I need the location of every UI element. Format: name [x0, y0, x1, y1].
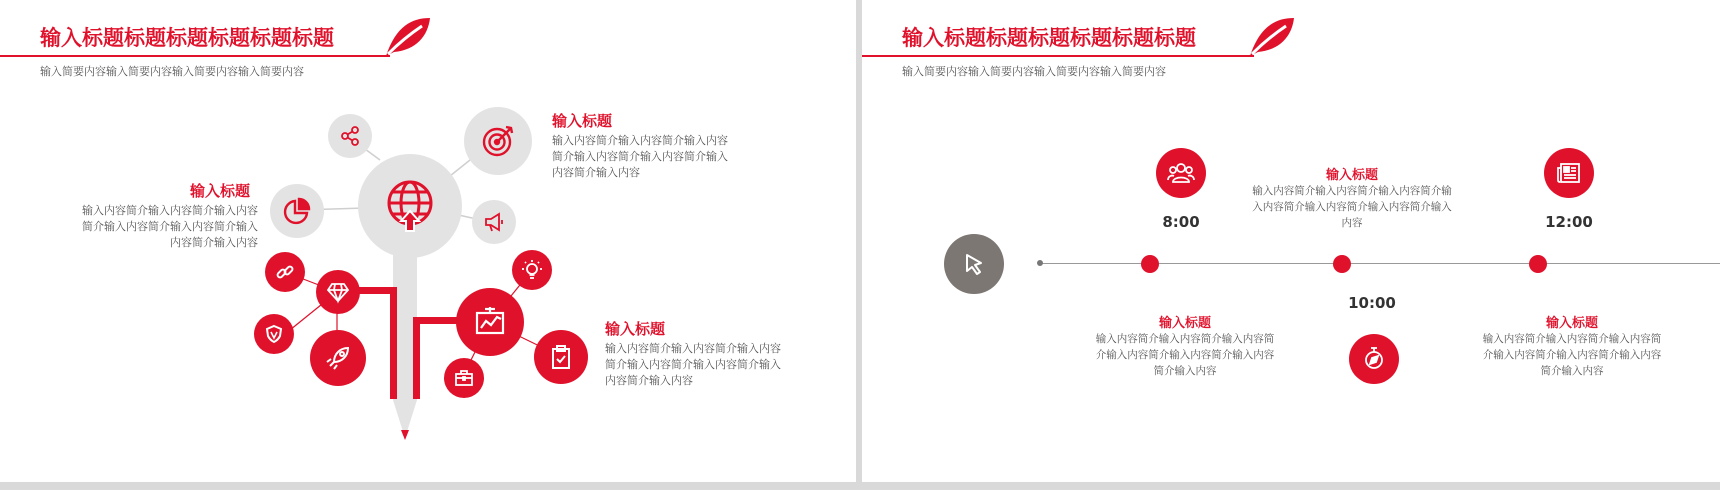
newspaper-icon	[1544, 148, 1594, 198]
page-title: 输入标题标题标题标题标题标题	[902, 26, 1196, 50]
block-body: 输入内容简介输入内容简介输入内容简介输入内容简介输入内容简介输入内容简介输入内容	[605, 342, 781, 387]
globe-upload-icon	[358, 154, 462, 258]
trend-chart-icon	[456, 288, 524, 356]
block-body: 输入内容简介输入内容简介输入内容简介输入内容简介输入内容简介输入内容简介输入内容	[1252, 185, 1452, 229]
group-users-icon	[1156, 148, 1206, 198]
diamond-icon	[316, 270, 360, 314]
pie-chart-icon	[270, 184, 324, 238]
clipboard-check-icon	[534, 330, 588, 384]
slide-left	[0, 0, 856, 482]
block-heading-centered: 输入标题	[1545, 316, 1598, 331]
time-label: 12:00	[1545, 213, 1593, 231]
compass-icon	[1349, 334, 1399, 384]
leaf-icon	[382, 16, 432, 58]
leaf-icon	[1246, 16, 1296, 58]
timeline-start-dot	[1037, 260, 1043, 266]
page-subtitle: 输入简要内容输入简要内容输入简要内容输入简要内容	[902, 65, 1166, 78]
slide-right	[862, 0, 1720, 482]
block-left-bottom	[1095, 312, 1275, 379]
timeline-dot	[1141, 255, 1159, 273]
block-heading-centered: 输入标题	[1158, 316, 1211, 331]
timeline-dot	[1529, 255, 1547, 273]
megaphone-icon	[472, 200, 516, 244]
time-label: 8:00	[1162, 213, 1200, 231]
block-center-top	[1252, 164, 1452, 231]
target-icon	[464, 107, 532, 175]
block-right-bottom	[1482, 312, 1662, 379]
link-icon	[265, 252, 305, 292]
title-underline	[862, 55, 1254, 57]
briefcase-icon	[444, 358, 484, 398]
timeline-dot	[1333, 255, 1351, 273]
block-body: 输入内容简介输入内容简介输入内容简介输入内容简介输入内容简介输入内容简介输入内容	[552, 134, 728, 179]
page-title: 输入标题标题标题标题标题标题	[40, 26, 334, 50]
share-icon	[328, 114, 372, 158]
title-underline	[0, 55, 390, 57]
block-body: 输入内容简介输入内容简介输入内容简介输入内容简介输入内容简介输入内容简介输入内容	[1482, 333, 1662, 377]
time-label: 10:00	[1348, 294, 1396, 312]
block-heading: 输入标题	[190, 182, 251, 200]
block-heading-centered: 输入标题	[1325, 168, 1378, 183]
lightbulb-icon	[512, 250, 552, 290]
block-body: 输入内容简介输入内容简介输入内容简介输入内容简介输入内容简介输入内容简介输入内容	[1095, 333, 1275, 377]
cursor-icon	[944, 234, 1004, 294]
block-body: 输入内容简介输入内容简介输入内容简介输入内容简介输入内容简介输入内容简介输入内容	[82, 204, 258, 249]
shield-icon	[254, 314, 294, 354]
page-subtitle: 输入简要内容输入简要内容输入简要内容输入简要内容	[40, 65, 304, 78]
block-heading: 输入标题	[605, 320, 666, 338]
block-heading: 输入标题	[552, 112, 613, 130]
rocket-icon	[310, 330, 366, 386]
